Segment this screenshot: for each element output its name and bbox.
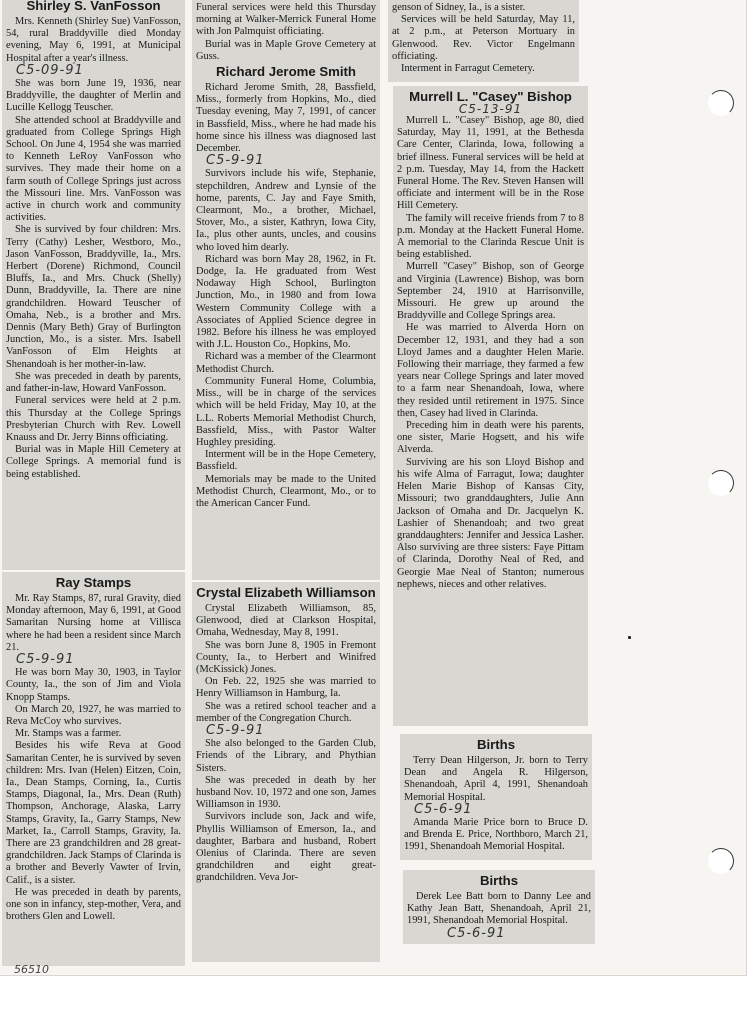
obituary-vanfosson: [2, 0, 185, 570]
paragraph: She was preceded in death by her husband Nov. 10, 1972 and one son, James Williamson in 1930.: [196, 774, 376, 811]
handwritten-date-note: C5-9-91: [206, 723, 265, 739]
paragraph: She was a retired school teacher and a member of the Congregation Church.: [196, 700, 376, 724]
obituary-continuation: [388, 0, 579, 82]
births-notice-1: [400, 734, 592, 860]
paragraph: On Feb. 22, 1925 she was married to Henry Williamson in Hamburg, Ia.: [196, 676, 376, 700]
paragraph: Interment in Farragut Cemetery.: [401, 63, 535, 75]
births-notice-2: [403, 870, 595, 944]
page-number-note: 56510: [14, 963, 49, 976]
binder-hole-top: [708, 90, 734, 116]
paragraph: She also belonged to the Garden Club, Friends of the Library, and Phythian Sisters.: [196, 738, 376, 774]
paragraph: Mr. Stamps was a farmer.: [15, 728, 122, 740]
paragraph: He was born May 30, 1903, in Taylor County, Ia., the son of Jim and Viola Knopp Stamps.: [6, 667, 181, 703]
obituary-smith: [192, 0, 380, 580]
handwritten-date-note: C5-6-91: [414, 801, 473, 817]
paragraph: On March 20, 1927, he was married to Reva McCoy who survives.: [6, 703, 181, 728]
heading-bishop: Murrell L. "Casey" Bishop: [409, 89, 572, 104]
heading-stamps: Ray Stamps: [55, 575, 132, 590]
paragraph: She was born June 19, 1936, near Braddyville, the daughter of Merlin and Lucille Kellogg Teuscher.: [6, 78, 181, 114]
handwritten-date-note: C5-13-91: [458, 102, 523, 116]
paragraph: Services will be held Saturday, May 11, at 2 p.m., at Peterson Mortuary in Glenwood. Rev. Victor Engelmann officiating.: [392, 14, 575, 62]
paragraph: She is survived by four children: Mrs. Terry (Cathy) Lesher, Westboro, Mo., Jason VanFosson, Braddyville, Ia., Mrs. Herbert (Dorene) Richmond, Council Bluffs, Ia., and Mrs. Chuck (Shelly) Dunn, Braddyville, Ia. There are nine grandchildren. Howard Teuscher of Omaha, Neb., is a brother and Mrs. Dennis (Mary Beth) Gray of Burlington Junction, Mo., is a sister. Mrs. Isabell VanFosson of Elm Heights at Shenandoah is her mother-in-law.: [6, 224, 181, 370]
binder-hole-middle: [708, 470, 734, 496]
handwritten-date-note: C5-09-91: [16, 62, 84, 78]
obituary-williamson: [192, 582, 380, 962]
paragraph: He was preceded in death by parents, one son in infancy, step-mother, Vera, and brothers Glen and Lowell.: [6, 886, 181, 923]
handwritten-date-note: C5-9-91: [206, 153, 265, 169]
paragraph: Crystal Elizabeth Williamson, 85, Glenwood, died at Clarkson Hospital, Omaha, Wednesday, May 8, 1991.: [196, 603, 376, 639]
paragraph: He was married to Alverda Horn on December 12, 1931, and they had a son Lloyd James and a daughter Helen Marie. Following their marriage, they farmed a few years near College Springs and later moved to a farm near Shenandoah, Iowa, where they resided until retirement in 1975. Since then, Casey had lived in Clarinda.: [397, 322, 584, 419]
paragraph: Community Funeral Home, Columbia, Miss., will be in charge of the services which will be held Friday, May 10, at the L.L. Roberts Memorial Methodist Church, Bassfield, Miss., with Pastor Walter Hughley presiding.: [196, 375, 376, 448]
paragraph: Burial was in Maple Hill Cemetery at College Springs. A memorial fund is being established.: [6, 444, 181, 480]
paragraph: She attended school at Braddyville and graduated from College Springs High School. On June 4, 1954 she was married to Kenneth LeRoy VanFosson who survives. They made their home on a farm south of College Springs just across the Missouri line. Mrs. VanFosson was active in church work and community activities.: [6, 114, 181, 224]
paragraph: Amanda Marie Price born to Bruce D. and Brenda E. Price, Northboro, March 21, 1991, Shenandoah Memorial Hospital.: [404, 817, 588, 853]
heading-births: Births: [476, 737, 516, 752]
heading-williamson: Crystal Elizabeth Williamson: [196, 585, 376, 600]
handwritten-date-note: C5-6-91: [447, 925, 506, 941]
paragraph: Richard was a member of the Clearmont Methodist Church.: [196, 351, 376, 375]
paragraph: Burial was in Maple Grove Cemetery at Guss.: [196, 38, 376, 62]
obituary-bishop: [393, 86, 588, 726]
paragraph: Survivors include son, Jack and wife, Phyllis Williamson of Emerson, Ia., and daughter, Barbara and husband, Robert Olenius of Clarinda. There are seven grandchildren and eight great-grandchildren. Veva Jor-: [196, 811, 376, 884]
paragraph: Richard Jerome Smith, 28, Bassfield, Miss., formerly from Hopkins, Mo., died Tuesday evening, May 7, 1991, of cancer in Bassfield, Miss., where he had made his home since his illness was diagnosed last December.: [196, 82, 376, 155]
paragraph: Memorials may be made to the United Methodist Church, Clearmont, Mo., or to the American Cancer Fund.: [196, 473, 376, 509]
paragraph: Mr. Ray Stamps, 87, rural Gravity, died Monday afternoon, May 6, 1991, at Good Samaritan Nursing home at Villisca where he had been a resident since March 21.: [6, 593, 181, 653]
paragraph: Murrell "Casey" Bishop, son of George and Virginia (Lawrence) Bishop, was born September 24, 1910 at Harrisonville, Missouri. He grew up around the Braddyville and College Springs area.: [397, 261, 584, 322]
paragraph: Mrs. Kenneth (Shirley Sue) VanFosson, 54, rural Braddyville died Monday evening, May 6, 1991, at Municipal Hospital after a year's illness.: [6, 16, 181, 64]
paragraph: She was preceded in death by parents, and father-in-law, Howard VanFosson.: [6, 370, 181, 395]
heading-births: Births: [479, 873, 519, 888]
obituary-stamps: [2, 572, 185, 966]
scan-speck: [628, 636, 631, 639]
paragraph: Terry Dean Hilgerson, Jr. born to Terry Dean and Angela R. Hilgerson, Shenandoah, April 4, 1991, Shenandoah Memorial Hospital.: [404, 755, 588, 803]
paragraph: Besides his wife Reva at Good Samaritan Center, he is survived by seven children: Mrs. Ivan (Helen) Eitzen, Coin, Ia., Dean Stamps, Corning, Ia., Curtis Stamps, Diagonal, Ia., Mrs. Dean (Ruth) Thompson, Anchorage, Alaska, Larry Stamps, Gravity, Ia., Garry Stamps, New Market, Ia., Carroll Stamps, Gravity, Ia. There are 23 grandchildren and 28 great-grandchildren. Jack Stamps of Clarinda is a brother and Beverly Vawter of Irvin, Calif., is a sister.: [6, 740, 181, 886]
heading-vanfosson: Shirley S. VanFosson: [26, 0, 161, 13]
handwritten-date-note: C5-9-91: [16, 652, 75, 668]
paragraph: Murrell L. "Casey" Bishop, age 80, died Saturday, May 11, 1991, at the Bethesda Care Center, Clarinda, Iowa, following a brief illness. Funeral services will be held at 2 p.m. Tuesday, May 14, from the Hackett Funeral Home. The Rev. Steven Hansen will officiate and interment will be in the Rose Hill Cemetery.: [397, 115, 584, 212]
paragraph: She was born June 8, 1905 in Fremont County, Ia., to Herbert and Winifred (McKissick) Jones.: [196, 639, 376, 676]
paragraph: genson of Sidney, Ia., is a sister.: [392, 2, 526, 13]
paragraph: Richard was born May 28, 1962, in Ft. Dodge, Ia. He graduated from West Nodaway High School, Burlington Junction, Mo., in 1980 and from Iowa Western Community College with a Associates of Applied Science degree in 1982. Before his illness he was employed with J.L. Houston Co., Hopkins, Mo.: [196, 253, 376, 351]
binder-hole-bottom: [708, 848, 734, 874]
paragraph: Survivors include his wife, Stephanie, stepchildren, Andrew and Lynsie of the home, parents, C. Jay and Faye Smith, Clearmont, Mo., a brother, Michael, Stover, Mo., a sister, Kathryn, Iowa City, Ia., plus other aunts, uncles, and cousins who loved him dearly.: [196, 168, 376, 253]
heading-smith: Richard Jerome Smith: [216, 64, 356, 80]
paragraph: Interment will be in the Hope Cemetery, Bassfield.: [196, 449, 376, 473]
paragraph: Derek Lee Batt born to Danny Lee and Kathy Jean Batt, Shenandoah, April 21, 1991, Shenandoah Memorial Hospital.: [407, 891, 591, 927]
paragraph: The family will receive friends from 7 to 8 p.m. Monday at the Hackett Funeral Home. A memorial to the Clarinda Rescue Unit is being established.: [397, 212, 584, 261]
paragraph: Surviving are his son Lloyd Bishop and his wife Alma of Farragut, Iowa; daughter Helen Marie Bishop of Kansas City, Missouri; two granddaughters, Julie Ann Jackson of Omaha and Dr. Jacquelyn K. Lashier of Shenandoah; and two great granddaughters: Jennifer and Jessica Lasher. Also surviving are three sisters: Faye Pittam of Clarinda, Dorothy Neal of Red, and Georgie Mae Neal of Stanton; numerous nephews, nieces and other relatives.: [397, 456, 584, 590]
paragraph: Preceding him in death were his parents, one sister, Marie Hogsett, and his wife Alverda.: [397, 420, 584, 456]
paragraph: Funeral services were held at 2 p.m. this Thursday at the College Springs Presbyterian Church with Rev. Lowell Knauss and Dr. Jerry Binns officiating.: [6, 395, 181, 443]
paragraph: Funeral services were held this Thursday morning at Walker-Merrick Funeral Home with Jon Palmquist officiating.: [196, 2, 376, 38]
